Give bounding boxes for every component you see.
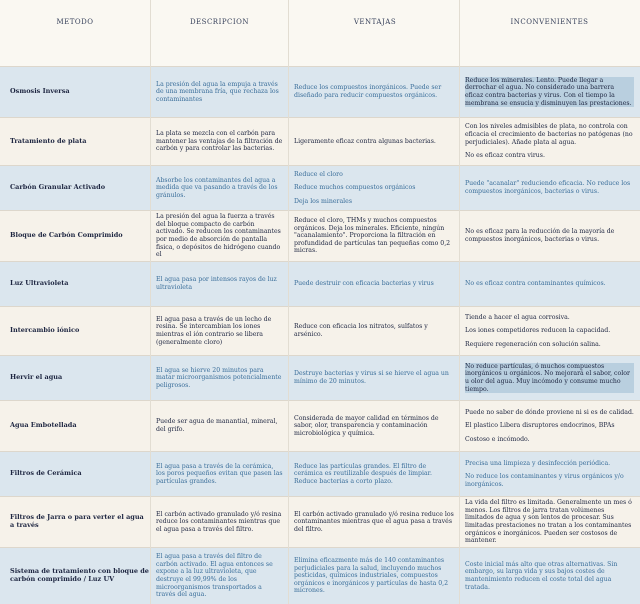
row-descripcion: El carbón activado granulado y/ó resina reduce los contaminantes mientras que el agua pasa a través del filtro. [156, 510, 282, 533]
column-divider [288, 0, 289, 604]
row-metodo: Osmosis Inversa [10, 87, 70, 96]
table-row [0, 166, 640, 211]
row-descripcion: El agua pasa a través del filtro de carbón activado. El agua entonces se expone a la luz ultravioleta, que destruye el 99,99% de los microorganismos transportados a través del agua. [156, 553, 273, 599]
table-row [0, 262, 640, 307]
row-inconvenientes [461, 356, 638, 400]
row-ventajas: Reduce las partículas grandes. El filtro de cerámica es reutilizable después de limpiar. Reduce bacterias a corto plazo. [294, 462, 432, 485]
row-ventajas: Considerada de mayor calidad en términos de sabor, olor, transparencia y contaminación microbiológica y química. [294, 414, 439, 437]
row-descripcion: La presión del agua la fuerza a través del bloque compacto de carbón activado. Se reducen los contaminantes por medio de absorción de pantalla fisica, o depósitos de hidrógeno cuando el [156, 213, 281, 259]
row-inconvenientes-item: La vida del filtro es limitada. Generalmente un mes ó menos. Los filtros de jarra tratan volúmenes limitados de agua y son lentos de procesar. Sus limitadas prestaciones no tratan a los contaminantes orgánicos e inorgánicos. Pueden ser costosos de mantener. [465, 499, 632, 545]
row-metodo: Intercambio iónico [10, 326, 80, 335]
row-descripcion: Absorbe los contaminantes del agua a medida que va pasando a través de los gránulos. [156, 176, 278, 199]
row-inconvenientes-item: Puede no saber de dónde proviene ni si es de calidad. [465, 408, 634, 416]
row-inconvenientes [461, 548, 638, 604]
row-ventajas: Reduce los compuestos inorgánicos. Puede ser diseñado para reducir compuestos orgánicos. [294, 84, 442, 99]
table-row [0, 401, 640, 452]
table-row [0, 118, 640, 166]
row-inconvenientes [461, 262, 638, 306]
row-ventajas-item: Deja los minerales [294, 197, 352, 205]
row-ventajas-item: Reduce muchos compuestos orgánicos [294, 184, 416, 192]
table-row [0, 548, 640, 604]
row-metodo: Carbón Granular Activado [10, 183, 106, 192]
table-row [0, 307, 640, 356]
row-inconvenientes [461, 307, 638, 355]
column-divider [459, 0, 460, 604]
row-inconvenientes [461, 211, 638, 261]
row-ventajas: Ligeramente eficaz contra algunas bacterias. [294, 137, 436, 145]
table-header [0, 0, 640, 67]
row-descripcion: El agua pasa por intensos rayos de luz ultravioleta [156, 276, 277, 291]
table-row [0, 497, 640, 548]
row-metodo: Bloque de Carbón Comprimido [10, 231, 123, 240]
row-inconvenientes [461, 67, 638, 117]
row-descripcion: Puede ser agua de manantial, mineral, del grifo. [156, 418, 278, 433]
row-inconvenientes [461, 118, 638, 165]
row-inconvenientes-item: Reduce los minerales. Lento. Puede llegar a derrochar el agua. No considerado una barrera eficaz contra bacterias y virus. Con el tiempo la membrana se ensucia y disminuyen las prestaciones. [465, 77, 634, 107]
row-inconvenientes-item: Puede "acanalar" reduciendo eficacia. No reduce los compuestos inorgánicos, bacterias o virus. [465, 180, 631, 195]
row-metodo: Filtros de Jarra o para verter el agua a través [10, 513, 144, 529]
row-inconvenientes-item: Costoso e incómodo. [465, 435, 530, 443]
row-inconvenientes [461, 497, 638, 547]
row-inconvenientes-item: No es eficaz contra virus. [465, 152, 545, 160]
row-inconvenientes-item: Tiende a hacer el agua corrosiva. [465, 313, 570, 321]
row-inconvenientes-item: Precisa una limpieza y desinfección periódica. [465, 459, 611, 467]
row-ventajas-item: Reduce el cloro [294, 170, 343, 178]
row-ventajas: Reduce con eficacia los nitratos, sulfatos y arsénico. [294, 323, 428, 338]
row-descripcion: El agua se hierve 20 minutos para matar microorganismos potencialmente peligrosos. [156, 366, 282, 389]
table-row [0, 356, 640, 401]
row-descripcion: El agua pasa a través de un lecho de resina. Se intercambian los iones mientras el ión contrario se libera (generalmente cloro) [156, 315, 272, 346]
row-ventajas: El carbón activado granulado y/ó resina reduce los contaminantes mientras que el agua pasa a través del filtro. [294, 510, 454, 533]
row-ventajas: Elimina eficazmente más de 140 contaminantes perjudiciales para la salud, incluyendo muchos pesticidas, químicos industriales, compuestos orgánicos e inorgánicos y partículas de hasta 0,2 micrones. [294, 557, 449, 595]
row-inconvenientes-item: Los iones competidores reducen la capacidad. [465, 327, 611, 335]
row-inconvenientes-item: Requiere regeneración con solución salina. [465, 340, 601, 348]
row-metodo: Filtros de Cerámica [10, 469, 82, 478]
row-descripcion: La presión del agua la empuja a través de una membrana fría, que rechaza los contaminantes [156, 80, 279, 103]
row-inconvenientes-item: No es eficaz para la reducción de la mayoría de compuestos inorgánicos, bacterias o virus. [465, 228, 615, 243]
row-inconvenientes-item: No reduce los contaminantes y virus orgánicos y/o inorgánicos. [465, 473, 624, 488]
row-inconvenientes-item: El plastico Libera disruptores endocrinos, BPAs [465, 422, 615, 430]
row-inconvenientes-item: Coste inicial más alto que otras alternativas. Sin embargo, su larga vida y sus bajos costes de mantenimiento reducen el coste total del agua tratada. [465, 560, 618, 591]
table-row [0, 67, 640, 118]
row-metodo: Agua Embotellada [10, 421, 77, 430]
header-descripcion: DESCRIPCION [189, 18, 250, 26]
row-descripcion: La plata se mezcla con el carbón para mantener las ventajas de la filtración de carbón y para controlar las bacterias. [156, 130, 283, 153]
row-ventajas: Puede destruir con eficacia bacterias y virus [294, 280, 434, 288]
row-inconvenientes-item: No es eficaz contra contaminantes químicos. [465, 280, 606, 288]
row-inconvenientes [461, 452, 638, 496]
row-metodo: Hervir el agua [10, 373, 63, 382]
header-ventajas: VENTAJAS [353, 18, 397, 26]
table-row [0, 452, 640, 497]
row-metodo: Sistema de tratamiento con bloque de carbón comprimido / Luz UV [10, 567, 149, 583]
row-inconvenientes-item: Con los niveles admisibles de plata, no controla con eficacia el crecimiento de bacterias no patógenas (no perjudiciales). Añade plata al agua. [465, 123, 633, 146]
row-metodo: Tratamiento de plata [10, 136, 87, 145]
row-metodo: Luz Ultravioleta [10, 279, 69, 288]
table-row [0, 211, 640, 262]
row-ventajas [290, 166, 460, 210]
row-descripcion: El agua pasa a través de la cerámica, los poros pequeños evitan que pasen las partículas grandes. [156, 462, 283, 485]
row-inconvenientes [461, 401, 638, 451]
header-inconvenientes: INCONVENIENTES [510, 18, 589, 26]
row-inconvenientes-item: No reduce partículas, ó muchos compuestos inorgánicos u orgánicos. No mejorará el sabor, color u olor del agua. Muy incómodo y consume mucho tiempo. [465, 363, 634, 393]
column-divider [150, 0, 151, 604]
row-ventajas: Reduce el cloro, THMs y muchos compuestos orgánicos. Deja los minerales. Eficiente, ningún "acanalamiento". Proporciona la filtración en profundidad de partículas tan pequeñas como 0,2 micras. [294, 217, 451, 255]
header-metodo: METODO [56, 18, 94, 26]
row-ventajas: Destruye bacterias y virus si se hierve el agua un mínimo de 20 minutos. [294, 370, 449, 385]
row-inconvenientes [461, 166, 638, 210]
